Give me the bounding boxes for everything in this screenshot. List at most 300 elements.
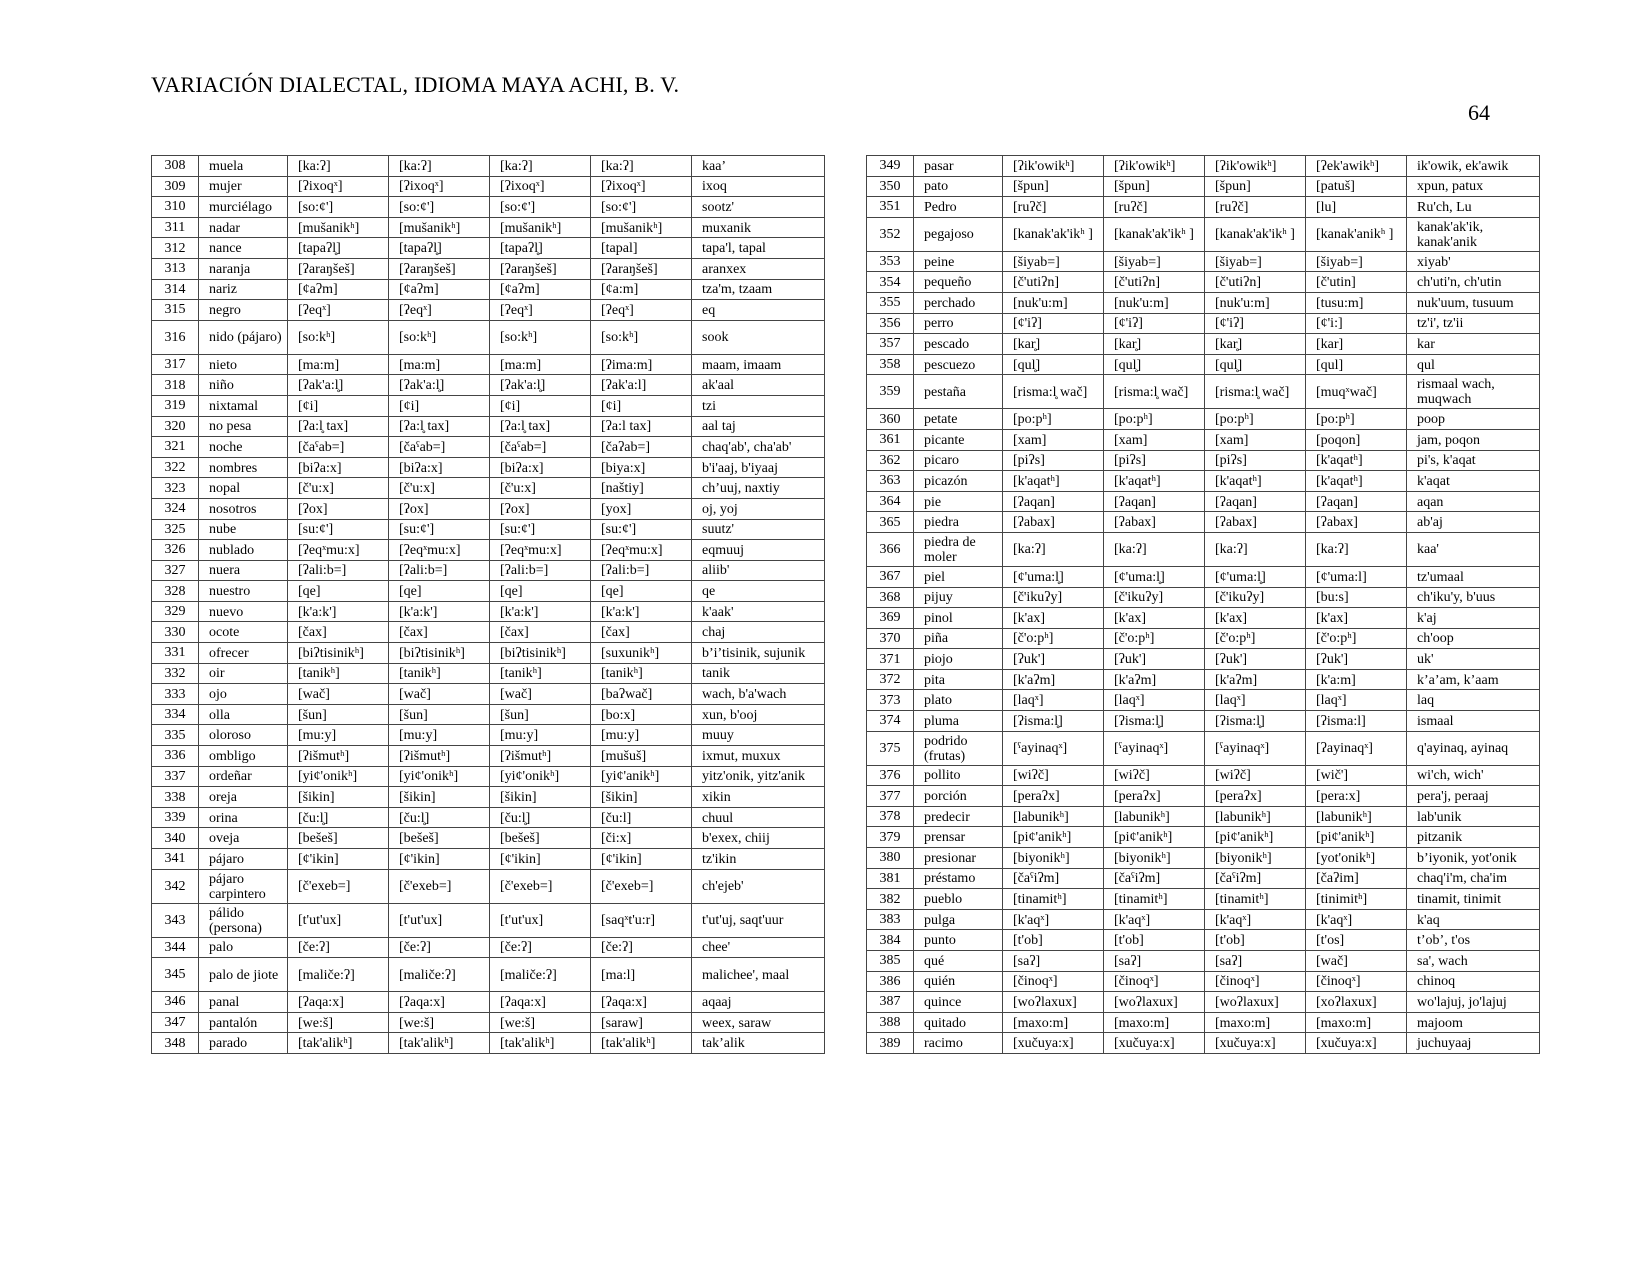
- entry-number: 372: [867, 669, 914, 690]
- transcription-dialect-4: [mušanikʰ]: [591, 217, 692, 238]
- vocabulary-table-right: [866, 155, 1540, 1054]
- entry-number: 388: [867, 1012, 914, 1033]
- transcription-dialect-3: [ču:l̥]: [490, 807, 591, 828]
- entry-number: 365: [867, 512, 914, 533]
- achi-orthography: muxanik: [692, 217, 825, 238]
- table-row: [152, 258, 825, 279]
- transcription-dialect-1: [t'ut'ux]: [288, 903, 389, 937]
- transcription-dialect-4: [k'ax]: [1306, 608, 1407, 629]
- transcription-dialect-4: [wač]: [1306, 951, 1407, 972]
- table-row: [867, 992, 1540, 1013]
- transcription-dialect-1: [č'utiʔn]: [1003, 272, 1104, 293]
- achi-orthography: wach, b'a'wach: [692, 684, 825, 705]
- transcription-dialect-2: [ʔabax]: [1104, 512, 1205, 533]
- table-row: [867, 375, 1540, 409]
- transcription-dialect-4: [činoqˣ]: [1306, 971, 1407, 992]
- spanish-word: pescado: [914, 334, 1003, 355]
- table-row: [867, 429, 1540, 450]
- achi-orthography: aqan: [1407, 491, 1540, 512]
- entry-number: 310: [152, 197, 199, 218]
- spanish-word: orina: [199, 807, 288, 828]
- table-row: [152, 1012, 825, 1033]
- transcription-dialect-3: [ka:ʔ]: [1205, 532, 1306, 566]
- achi-orthography: laq: [1407, 690, 1540, 711]
- transcription-dialect-2: [k'a:k']: [389, 601, 490, 622]
- table-row: [152, 238, 825, 259]
- entry-number: 335: [152, 725, 199, 746]
- transcription-dialect-1: [tanikʰ]: [288, 663, 389, 684]
- achi-orthography: ixoq: [692, 176, 825, 197]
- transcription-dialect-2: [ʔik'owikʰ]: [1104, 156, 1205, 177]
- transcription-dialect-3: [piȼ'anikʰ]: [1205, 827, 1306, 848]
- spanish-word: nariz: [199, 279, 288, 300]
- transcription-dialect-2: [saʔ]: [1104, 951, 1205, 972]
- transcription-dialect-3: [po:pʰ]: [1205, 409, 1306, 430]
- entry-number: 321: [152, 437, 199, 458]
- spanish-word: quitado: [914, 1012, 1003, 1033]
- spanish-word: picante: [914, 429, 1003, 450]
- transcription-dialect-1: [k'aqˣ]: [1003, 909, 1104, 930]
- table-row: [867, 313, 1540, 334]
- entry-number: 311: [152, 217, 199, 238]
- achi-orthography: k'aj: [1407, 608, 1540, 629]
- achi-orthography: sook: [692, 320, 825, 354]
- spanish-word: ombligo: [199, 746, 288, 767]
- transcription-dialect-1: [če:ʔ]: [288, 937, 389, 958]
- transcription-dialect-3: [ruʔč]: [1205, 197, 1306, 218]
- transcription-dialect-3: [tapaʔl̥]: [490, 238, 591, 259]
- table-row: [867, 951, 1540, 972]
- achi-orthography: wo'lajuj, jo'lajuj: [1407, 992, 1540, 1013]
- entry-number: 386: [867, 971, 914, 992]
- achi-orthography: juchuyaaj: [1407, 1033, 1540, 1054]
- transcription-dialect-2: [k'aʔm]: [1104, 669, 1205, 690]
- spanish-word: nixtamal: [199, 395, 288, 416]
- entry-number: 371: [867, 649, 914, 670]
- transcription-dialect-1: [ʔali:b=]: [288, 560, 389, 581]
- spanish-word: piojo: [914, 649, 1003, 670]
- spanish-word: pulga: [914, 909, 1003, 930]
- transcription-dialect-3: [we:š]: [490, 1012, 591, 1033]
- transcription-dialect-2: [so:ȼ']: [389, 197, 490, 218]
- transcription-dialect-1: [qul̥]: [1003, 354, 1104, 375]
- entry-number: 344: [152, 937, 199, 958]
- transcription-dialect-3: [čax]: [490, 622, 591, 643]
- spanish-word: Pedro: [914, 197, 1003, 218]
- entry-number: 353: [867, 251, 914, 272]
- table-row: [867, 450, 1540, 471]
- entry-number: 327: [152, 560, 199, 581]
- spanish-word: ordeñar: [199, 766, 288, 787]
- spanish-word: pollito: [914, 765, 1003, 786]
- transcription-dialect-1: [po:pʰ]: [1003, 409, 1104, 430]
- transcription-dialect-2: [šiyab=]: [1104, 251, 1205, 272]
- achi-orthography: qul: [1407, 354, 1540, 375]
- transcription-dialect-2: [ruʔč]: [1104, 197, 1205, 218]
- transcription-dialect-2: [ʔak'a:l̥]: [389, 375, 490, 396]
- transcription-dialect-1: [so:ȼ']: [288, 197, 389, 218]
- table-row: [867, 669, 1540, 690]
- transcription-dialect-1: [wač]: [288, 684, 389, 705]
- transcription-dialect-3: [qul̥]: [1205, 354, 1306, 375]
- transcription-dialect-2: [ʔaqan]: [1104, 491, 1205, 512]
- spanish-word: piedra: [914, 512, 1003, 533]
- transcription-dialect-2: [ʔox]: [389, 498, 490, 519]
- table-row: [867, 334, 1540, 355]
- spanish-word: nublado: [199, 540, 288, 561]
- achi-orthography: kaa’: [692, 156, 825, 177]
- transcription-dialect-3: [ʔuk']: [1205, 649, 1306, 670]
- entry-number: 357: [867, 334, 914, 355]
- table-row: [152, 478, 825, 499]
- spanish-word: naranja: [199, 258, 288, 279]
- entry-number: 367: [867, 566, 914, 587]
- transcription-dialect-4: [k'aqˣ]: [1306, 909, 1407, 930]
- transcription-dialect-3: [ʔeqˣmu:x]: [490, 540, 591, 561]
- achi-orthography: chee': [692, 937, 825, 958]
- transcription-dialect-2: [špun]: [1104, 176, 1205, 197]
- transcription-dialect-2: [piʔs]: [1104, 450, 1205, 471]
- entry-number: 375: [867, 731, 914, 765]
- transcription-dialect-2: [ȼ'iʔ]: [1104, 313, 1205, 334]
- achi-orthography: wi'ch, wich': [1407, 765, 1540, 786]
- transcription-dialect-2: [k'aqˣ]: [1104, 909, 1205, 930]
- transcription-dialect-2: [maliče:ʔ]: [389, 958, 490, 992]
- transcription-dialect-2: [ʔaraŋšeš]: [389, 258, 490, 279]
- entry-number: 363: [867, 471, 914, 492]
- transcription-dialect-1: [k'aqatʰ]: [1003, 471, 1104, 492]
- transcription-dialect-1: [mu:y]: [288, 725, 389, 746]
- spanish-word: nido (pájaro): [199, 320, 288, 354]
- achi-orthography: poop: [1407, 409, 1540, 430]
- transcription-dialect-4: [k'aqatʰ]: [1306, 471, 1407, 492]
- table-row: [867, 765, 1540, 786]
- transcription-dialect-1: [ȼaʔm]: [288, 279, 389, 300]
- transcription-dialect-1: [risma:l̥ wač]: [1003, 375, 1104, 409]
- spanish-word: nosotros: [199, 498, 288, 519]
- table-row: [152, 416, 825, 437]
- spanish-word: ofrecer: [199, 643, 288, 664]
- entry-number: 349: [867, 156, 914, 177]
- transcription-dialect-3: [so:kʰ]: [490, 320, 591, 354]
- entry-number: 343: [152, 903, 199, 937]
- transcription-dialect-2: [č'utiʔn]: [1104, 272, 1205, 293]
- transcription-dialect-3: [ȼ'uma:l̥]: [1205, 566, 1306, 587]
- spanish-word: picaro: [914, 450, 1003, 471]
- transcription-dialect-4: [tapal]: [591, 238, 692, 259]
- transcription-dialect-4: [qe]: [591, 581, 692, 602]
- transcription-dialect-4: [tak'alikʰ]: [591, 1033, 692, 1054]
- transcription-dialect-3: [špun]: [1205, 176, 1306, 197]
- transcription-dialect-2: [ʔeqˣmu:x]: [389, 540, 490, 561]
- transcription-dialect-4: [kanak'anikʰ ]: [1306, 217, 1407, 251]
- spanish-word: punto: [914, 930, 1003, 951]
- transcription-dialect-3: [k'ax]: [1205, 608, 1306, 629]
- spanish-word: pequeño: [914, 272, 1003, 293]
- transcription-dialect-1: [su:ȼ']: [288, 519, 389, 540]
- table-row: [867, 566, 1540, 587]
- transcription-dialect-4: [suxunikʰ]: [591, 643, 692, 664]
- achi-orthography: weex, saraw: [692, 1012, 825, 1033]
- transcription-dialect-3: [su:ȼ']: [490, 519, 591, 540]
- transcription-dialect-3: [čaˤab=]: [490, 437, 591, 458]
- achi-orthography: ixmut, muxux: [692, 746, 825, 767]
- transcription-dialect-4: [bo:x]: [591, 704, 692, 725]
- achi-orthography: ch’uuj, naxtiy: [692, 478, 825, 499]
- transcription-dialect-4: [k'a:m]: [1306, 669, 1407, 690]
- spanish-word: pantalón: [199, 1012, 288, 1033]
- transcription-dialect-3: [t'ut'ux]: [490, 903, 591, 937]
- transcription-dialect-2: [so:kʰ]: [389, 320, 490, 354]
- transcription-dialect-3: [ʔik'owikʰ]: [1205, 156, 1306, 177]
- transcription-dialect-3: [t'ob]: [1205, 930, 1306, 951]
- transcription-dialect-3: [wiʔč]: [1205, 765, 1306, 786]
- entry-number: 358: [867, 354, 914, 375]
- transcription-dialect-3: [biʔtisinikʰ]: [490, 643, 591, 664]
- transcription-dialect-3: [ʔabax]: [1205, 512, 1306, 533]
- transcription-dialect-2: [wiʔč]: [1104, 765, 1205, 786]
- transcription-dialect-4: [šiyab=]: [1306, 251, 1407, 272]
- achi-orthography: b'exex, chiij: [692, 828, 825, 849]
- achi-orthography: b’i’tisinik, sujunik: [692, 643, 825, 664]
- achi-orthography: sootz': [692, 197, 825, 218]
- achi-orthography: ch'uti'n, ch'utin: [1407, 272, 1540, 293]
- entry-number: 354: [867, 272, 914, 293]
- transcription-dialect-3: [ʔeqˣ]: [490, 300, 591, 321]
- transcription-dialect-1: [ʔak'a:l̥]: [288, 375, 389, 396]
- transcription-dialect-1: [ȼ'uma:l̥]: [1003, 566, 1104, 587]
- spanish-word: picazón: [914, 471, 1003, 492]
- transcription-dialect-2: [šikin]: [389, 787, 490, 808]
- spanish-word: negro: [199, 300, 288, 321]
- vocabulary-table-left: [151, 155, 825, 1054]
- table-row: [867, 649, 1540, 670]
- achi-orthography: aranxex: [692, 258, 825, 279]
- spanish-word: muela: [199, 156, 288, 177]
- transcription-dialect-4: [xučuya:x]: [1306, 1033, 1407, 1054]
- transcription-dialect-2: [tapaʔl̥]: [389, 238, 490, 259]
- transcription-dialect-2: [xučuya:x]: [1104, 1033, 1205, 1054]
- spanish-word: pasar: [914, 156, 1003, 177]
- spanish-word: pálido (persona): [199, 903, 288, 937]
- table-row: [867, 628, 1540, 649]
- table-row: [867, 930, 1540, 951]
- transcription-dialect-4: [saraw]: [591, 1012, 692, 1033]
- entry-number: 329: [152, 601, 199, 622]
- transcription-dialect-1: [ʔuk']: [1003, 649, 1104, 670]
- transcription-dialect-4: [ȼ'uma:l]: [1306, 566, 1407, 587]
- transcription-dialect-3: [ʔišmutʰ]: [490, 746, 591, 767]
- spanish-word: olla: [199, 704, 288, 725]
- table-row: [867, 272, 1540, 293]
- achi-orthography: k'aak': [692, 601, 825, 622]
- transcription-dialect-2: [ʔišmutʰ]: [389, 746, 490, 767]
- transcription-dialect-2: [risma:l̥ wač]: [1104, 375, 1205, 409]
- transcription-dialect-1: [ʔaraŋšeš]: [288, 258, 389, 279]
- entry-number: 316: [152, 320, 199, 354]
- entry-number: 319: [152, 395, 199, 416]
- table-row: [152, 375, 825, 396]
- entry-number: 379: [867, 827, 914, 848]
- transcription-dialect-4: [ʔali:b=]: [591, 560, 692, 581]
- transcription-dialect-1: [ka:ʔ]: [1003, 532, 1104, 566]
- table-row: [152, 622, 825, 643]
- transcription-dialect-2: [mu:y]: [389, 725, 490, 746]
- transcription-dialect-3: [ȼaʔm]: [490, 279, 591, 300]
- transcription-dialect-4: [ka:ʔ]: [591, 156, 692, 177]
- entry-number: 387: [867, 992, 914, 1013]
- achi-orthography: tz'i', tz'ii: [1407, 313, 1540, 334]
- transcription-dialect-1: [so:kʰ]: [288, 320, 389, 354]
- transcription-dialect-1: [č'exeb=]: [288, 869, 389, 903]
- entry-number: 313: [152, 258, 199, 279]
- transcription-dialect-2: [mušanikʰ]: [389, 217, 490, 238]
- entry-number: 342: [152, 869, 199, 903]
- transcription-dialect-4: [yiȼ'anikʰ]: [591, 766, 692, 787]
- achi-orthography: xikin: [692, 787, 825, 808]
- achi-orthography: eqmuuj: [692, 540, 825, 561]
- transcription-dialect-4: [ʔaqa:x]: [591, 992, 692, 1013]
- table-row: [152, 992, 825, 1013]
- transcription-dialect-1: [we:š]: [288, 1012, 389, 1033]
- transcription-dialect-2: [maxo:m]: [1104, 1012, 1205, 1033]
- transcription-dialect-3: [bešeš]: [490, 828, 591, 849]
- transcription-dialect-4: [č'exeb=]: [591, 869, 692, 903]
- transcription-dialect-1: [ʔabax]: [1003, 512, 1104, 533]
- transcription-dialect-2: [ʔeqˣ]: [389, 300, 490, 321]
- transcription-dialect-1: [xučuya:x]: [1003, 1033, 1104, 1054]
- transcription-dialect-2: [yiȼ'onikʰ]: [389, 766, 490, 787]
- table-row: [152, 300, 825, 321]
- transcription-dialect-4: [yox]: [591, 498, 692, 519]
- transcription-dialect-3: [ʔa:l̥ tax]: [490, 416, 591, 437]
- achi-orthography: jam, poqon: [1407, 429, 1540, 450]
- table-row: [152, 869, 825, 903]
- spanish-word: racimo: [914, 1033, 1003, 1054]
- transcription-dialect-1: [ʔaqan]: [1003, 491, 1104, 512]
- transcription-dialect-2: [ʔuk']: [1104, 649, 1205, 670]
- achi-orthography: ik'owik, ek'awik: [1407, 156, 1540, 177]
- table-row: [867, 409, 1540, 430]
- entry-number: 347: [152, 1012, 199, 1033]
- transcription-dialect-2: [ʔaqa:x]: [389, 992, 490, 1013]
- transcription-dialect-4: [bu:s]: [1306, 587, 1407, 608]
- transcription-dialect-3: [šiyab=]: [1205, 251, 1306, 272]
- table-row: [152, 787, 825, 808]
- entry-number: 376: [867, 765, 914, 786]
- achi-orthography: ch'iku'y, b'uus: [1407, 587, 1540, 608]
- table-row: [152, 176, 825, 197]
- transcription-dialect-1: [labunikʰ]: [1003, 806, 1104, 827]
- achi-orthography: xun, b'ooj: [692, 704, 825, 725]
- transcription-dialect-2: [ču:l̥]: [389, 807, 490, 828]
- transcription-dialect-1: [ȼi]: [288, 395, 389, 416]
- spanish-word: palo de jiote: [199, 958, 288, 992]
- transcription-dialect-3: [k'aqˣ]: [1205, 909, 1306, 930]
- transcription-dialect-1: [kanak'ak'ikʰ ]: [1003, 217, 1104, 251]
- spanish-word: ojo: [199, 684, 288, 705]
- transcription-dialect-1: [čaˤiʔm]: [1003, 868, 1104, 889]
- transcription-dialect-1: [ču:l̥]: [288, 807, 389, 828]
- transcription-dialect-2: [qe]: [389, 581, 490, 602]
- transcription-dialect-1: [ʔa:l̥ tax]: [288, 416, 389, 437]
- transcription-dialect-4: [ʔuk']: [1306, 649, 1407, 670]
- transcription-dialect-4: [ʔek'awikʰ]: [1306, 156, 1407, 177]
- spanish-word: prensar: [914, 827, 1003, 848]
- transcription-dialect-1: [tak'alikʰ]: [288, 1033, 389, 1054]
- table-row: [152, 684, 825, 705]
- transcription-dialect-2: [čaˤiʔm]: [1104, 868, 1205, 889]
- transcription-dialect-2: [peraʔx]: [1104, 786, 1205, 807]
- spanish-word: nieto: [199, 354, 288, 375]
- achi-orthography: b'i'aaj, b'iyaaj: [692, 457, 825, 478]
- transcription-dialect-1: [k'a:k']: [288, 601, 389, 622]
- transcription-dialect-1: [biʔtisinikʰ]: [288, 643, 389, 664]
- spanish-word: quince: [914, 992, 1003, 1013]
- achi-orthography: aliib': [692, 560, 825, 581]
- table-row: [867, 156, 1540, 177]
- achi-orthography: tz'umaal: [1407, 566, 1540, 587]
- table-row: [152, 1033, 825, 1054]
- transcription-dialect-4: [poqon]: [1306, 429, 1407, 450]
- table-row: [152, 746, 825, 767]
- achi-orthography: pera'j, peraaj: [1407, 786, 1540, 807]
- entry-number: 359: [867, 375, 914, 409]
- transcription-dialect-2: [po:pʰ]: [1104, 409, 1205, 430]
- entry-number: 314: [152, 279, 199, 300]
- transcription-dialect-2: [č'o:pʰ]: [1104, 628, 1205, 649]
- spanish-word: presionar: [914, 848, 1003, 869]
- entry-number: 381: [867, 868, 914, 889]
- spanish-word: palo: [199, 937, 288, 958]
- spanish-word: mujer: [199, 176, 288, 197]
- spanish-word: perchado: [914, 292, 1003, 313]
- transcription-dialect-3: [č'o:pʰ]: [1205, 628, 1306, 649]
- entry-number: 322: [152, 457, 199, 478]
- spanish-word: panal: [199, 992, 288, 1013]
- transcription-dialect-1: [nuk'u:m]: [1003, 292, 1104, 313]
- achi-orthography: nuk'uum, tusuum: [1407, 292, 1540, 313]
- table-row: [152, 828, 825, 849]
- transcription-dialect-3: [labunikʰ]: [1205, 806, 1306, 827]
- transcription-dialect-3: [č'utiʔn]: [1205, 272, 1306, 293]
- achi-orthography: tza'm, tzaam: [692, 279, 825, 300]
- achi-orthography: ismaal: [1407, 711, 1540, 732]
- transcription-dialect-3: [laqˣ]: [1205, 690, 1306, 711]
- transcription-dialect-1: [šiyab=]: [1003, 251, 1104, 272]
- spanish-word: nance: [199, 238, 288, 259]
- entry-number: 346: [152, 992, 199, 1013]
- transcription-dialect-1: [ruʔč]: [1003, 197, 1104, 218]
- transcription-dialect-2: [t'ut'ux]: [389, 903, 490, 937]
- transcription-dialect-4: [t'os]: [1306, 930, 1407, 951]
- entry-number: 366: [867, 532, 914, 566]
- achi-orthography: q'ayinaq, ayinaq: [1407, 731, 1540, 765]
- table-row: [152, 581, 825, 602]
- transcription-dialect-3: [piʔs]: [1205, 450, 1306, 471]
- transcription-dialect-1: [yiȼ'onikʰ]: [288, 766, 389, 787]
- transcription-dialect-2: [k'ax]: [1104, 608, 1205, 629]
- spanish-word: nuera: [199, 560, 288, 581]
- table-row: [867, 354, 1540, 375]
- transcription-dialect-1: [ma:m]: [288, 354, 389, 375]
- spanish-word: oveja: [199, 828, 288, 849]
- transcription-dialect-4: [saqˣt'u:r]: [591, 903, 692, 937]
- transcription-dialect-1: [č'ikuʔy]: [1003, 587, 1104, 608]
- achi-orthography: tz'ikin: [692, 849, 825, 870]
- vocabulary-table-right-body: [867, 156, 1540, 1054]
- spanish-word: nuestro: [199, 581, 288, 602]
